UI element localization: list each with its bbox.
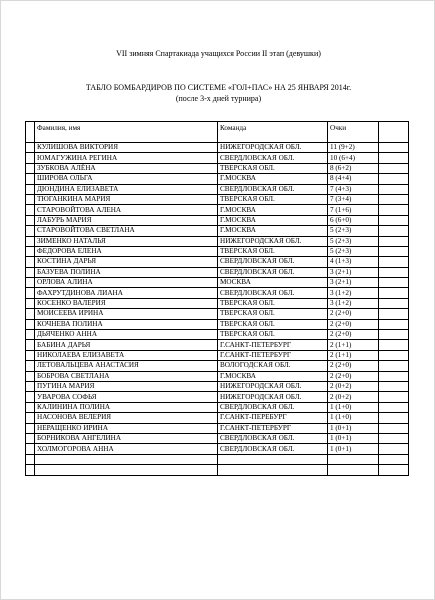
player-name: ЮМАГУЖИНА РЕГИНА — [35, 153, 218, 163]
row-blank-cell — [26, 402, 35, 412]
player-name: КОСЕНКО ВАЛЕРИЯ — [35, 298, 218, 308]
player-points: 7 (1+6) — [328, 205, 379, 215]
player-points: 3 (1+2) — [328, 288, 379, 298]
row-extra-cell — [379, 194, 409, 204]
player-team: НИЖЕГОРОДСКАЯ ОБЛ. — [218, 381, 328, 391]
player-name: ХОЛМОГОРОВА АННА — [35, 444, 218, 454]
row-extra-cell — [379, 423, 409, 433]
player-team: Г.САНКТ-ПЕРЕБУРГ — [218, 413, 328, 423]
row-extra-cell — [379, 205, 409, 215]
row-blank-cell — [26, 153, 35, 163]
player-name: ПУГИНА МАРИЯ — [35, 381, 218, 391]
table-row — [26, 319, 409, 329]
player-team: СВЕРДЛОВСКАЯ ОБЛ. — [218, 288, 328, 298]
table-row — [26, 278, 409, 288]
player-team: НИЖЕГОРОДСКАЯ ОБЛ. — [218, 236, 328, 246]
player-points: 5 (2+3) — [328, 226, 379, 236]
row-blank-cell — [26, 174, 35, 184]
row-blank-cell — [26, 298, 35, 308]
player-name: БОРНИКОВА АНГЕЛИНА — [35, 433, 218, 443]
table-title-main: ТАБЛО БОМБАРДИРОВ ПО СИСТЕМЕ «ГОЛ+ПАС» НА 25 ЯНВАРЯ 2014г. — [85, 83, 352, 92]
table-row — [26, 153, 409, 163]
player-points: 2 (2+0) — [328, 330, 379, 340]
player-name: ДЮНДИНА ЕЛИЗАВЕТА — [35, 184, 218, 194]
table-row — [26, 163, 409, 173]
row-extra-cell — [379, 246, 409, 256]
header-team: Команда — [218, 122, 328, 143]
player-name: ТЮГАНКИНА МАРИЯ — [35, 194, 218, 204]
player-team: Г.САНКТ-ПЕТЕРБУРГ — [218, 423, 328, 433]
event-title: VII зимняя Спартакиада учащихся России II этап (девушки) — [116, 49, 321, 58]
player-name: МОИСЕЕВА ИРИНА — [35, 309, 218, 319]
player-team: Г.МОСКВА — [218, 226, 328, 236]
table-row — [26, 205, 409, 215]
table-row — [26, 226, 409, 236]
row-blank-cell — [26, 381, 35, 391]
player-name: НИКОЛАЕВА ЕЛИЗАВЕТА — [35, 350, 218, 360]
player-name: БОБРОВА СВЕТЛАНА — [35, 371, 218, 381]
row-extra-cell — [379, 215, 409, 225]
row-blank-cell — [26, 340, 35, 350]
player-points: 7 (3+4) — [328, 194, 379, 204]
player-name: ЛЕТОВАЛЬЦЕВА АНАСТАСИЯ — [35, 361, 218, 371]
row-extra-cell — [379, 257, 409, 267]
player-points: 2 (0+2) — [328, 392, 379, 402]
player-points: 8 (6+2) — [328, 163, 379, 173]
player-points: 2 (2+0) — [328, 371, 379, 381]
row-extra-cell — [379, 433, 409, 443]
table-row — [26, 330, 409, 340]
player-team: ТВЕРСКАЯ ОБЛ. — [218, 298, 328, 308]
row-extra-cell — [379, 153, 409, 163]
player-points: 2 (1+1) — [328, 340, 379, 350]
empty-cell — [218, 465, 328, 475]
header-points: Очки — [328, 122, 379, 143]
player-team: ТВЕРСКАЯ ОБЛ. — [218, 246, 328, 256]
table-row — [26, 309, 409, 319]
table-row — [26, 392, 409, 402]
scorers-table — [25, 121, 409, 476]
player-name: НАСОНОВА ВЕЛЕРИЯ — [35, 413, 218, 423]
row-extra-cell — [379, 288, 409, 298]
row-blank-cell — [26, 350, 35, 360]
table-title-sub: (после 3-х дней турнира) — [175, 94, 262, 103]
row-extra-cell — [379, 143, 409, 153]
player-name: ОРЛОВА АЛИНА — [35, 278, 218, 288]
empty-cell — [379, 454, 409, 464]
row-extra-cell — [379, 381, 409, 391]
player-team: ВОЛОГОДСКАЯ ОБЛ. — [218, 361, 328, 371]
row-extra-cell — [379, 226, 409, 236]
row-blank-cell — [26, 236, 35, 246]
table-row — [26, 143, 409, 153]
row-extra-cell — [379, 174, 409, 184]
table-row — [26, 236, 409, 246]
table-row — [26, 215, 409, 225]
row-blank-cell — [26, 433, 35, 443]
table-row — [26, 413, 409, 423]
player-team: Г.САНКТ-ПЕТЕРБУРГ — [218, 350, 328, 360]
player-name: УВАРОВА СОФЬЯ — [35, 392, 218, 402]
table-row — [26, 381, 409, 391]
table-row — [26, 288, 409, 298]
player-team: СВЕРДЛОВСКАЯ ОБЛ. — [218, 257, 328, 267]
player-team: МОСКВА — [218, 278, 328, 288]
player-points: 10 (6+4) — [328, 153, 379, 163]
empty-cell — [26, 465, 35, 475]
header-blank-cell — [26, 122, 35, 143]
row-extra-cell — [379, 350, 409, 360]
empty-table-row — [26, 465, 409, 475]
player-team: СВЕРДЛОВСКАЯ ОБЛ. — [218, 444, 328, 454]
player-name: КОЧНЕВА ПОЛИНА — [35, 319, 218, 329]
player-team: Г.МОСКВА — [218, 205, 328, 215]
row-extra-cell — [379, 371, 409, 381]
player-points: 2 (2+0) — [328, 319, 379, 329]
empty-cell — [218, 454, 328, 464]
row-blank-cell — [26, 288, 35, 298]
player-points: 3 (2+1) — [328, 267, 379, 277]
player-team: СВЕРДЛОВСКАЯ ОБЛ. — [218, 402, 328, 412]
row-blank-cell — [26, 163, 35, 173]
row-extra-cell — [379, 184, 409, 194]
table-row — [26, 402, 409, 412]
row-extra-cell — [379, 413, 409, 423]
player-name: ЗУБКОВА АЛЁНА — [35, 163, 218, 173]
player-points: 1 (0+1) — [328, 423, 379, 433]
row-blank-cell — [26, 143, 35, 153]
player-team: СВЕРДЛОВСКАЯ ОБЛ. — [218, 267, 328, 277]
player-team: ТВЕРСКАЯ ОБЛ. — [218, 330, 328, 340]
row-extra-cell — [379, 392, 409, 402]
player-points: 4 (1+3) — [328, 257, 379, 267]
player-points: 2 (0+2) — [328, 381, 379, 391]
row-blank-cell — [26, 361, 35, 371]
player-team: СВЕРДЛОВСКАЯ ОБЛ. — [218, 433, 328, 443]
empty-cell — [35, 454, 218, 464]
player-points: 3 (1+2) — [328, 298, 379, 308]
row-blank-cell — [26, 371, 35, 381]
player-name: ШИРОВА ОЛЬГА — [35, 174, 218, 184]
player-points: 2 (1+1) — [328, 350, 379, 360]
player-points: 8 (4+4) — [328, 174, 379, 184]
table-row — [26, 257, 409, 267]
player-name: СТАРОВОЙТОВА АЛЕНА — [35, 205, 218, 215]
table-row — [26, 194, 409, 204]
player-team: ТВЕРСКАЯ ОБЛ. — [218, 163, 328, 173]
row-extra-cell — [379, 319, 409, 329]
row-blank-cell — [26, 413, 35, 423]
player-team: ТВЕРСКАЯ ОБЛ. — [218, 194, 328, 204]
player-points: 5 (2+3) — [328, 246, 379, 256]
player-name: КУЛИШОВА ВИКТОРИЯ — [35, 143, 218, 153]
row-blank-cell — [26, 226, 35, 236]
table-title — [1, 82, 435, 104]
table-header-row — [26, 122, 409, 143]
player-name: ФАХРУТДИНОВА ЛИАНА — [35, 288, 218, 298]
table-row — [26, 267, 409, 277]
table-row — [26, 361, 409, 371]
player-points: 1 (1+0) — [328, 413, 379, 423]
table-row — [26, 444, 409, 454]
player-points: 1 (1+0) — [328, 402, 379, 412]
player-team: НИЖЕГОРОДСКАЯ ОБЛ. — [218, 143, 328, 153]
row-blank-cell — [26, 257, 35, 267]
table-row — [26, 174, 409, 184]
row-blank-cell — [26, 309, 35, 319]
player-points: 3 (2+1) — [328, 278, 379, 288]
row-blank-cell — [26, 278, 35, 288]
player-points: 11 (9+2) — [328, 143, 379, 153]
row-extra-cell — [379, 340, 409, 350]
player-points: 5 (2+3) — [328, 236, 379, 246]
row-blank-cell — [26, 444, 35, 454]
row-blank-cell — [26, 267, 35, 277]
player-team: СВЕРДЛОВСКАЯ ОБЛ. — [218, 184, 328, 194]
row-extra-cell — [379, 444, 409, 454]
row-blank-cell — [26, 205, 35, 215]
row-blank-cell — [26, 184, 35, 194]
row-extra-cell — [379, 402, 409, 412]
table-row — [26, 298, 409, 308]
row-extra-cell — [379, 163, 409, 173]
player-team: Г.МОСКВА — [218, 371, 328, 381]
row-blank-cell — [26, 392, 35, 402]
player-points: 2 (2+0) — [328, 309, 379, 319]
empty-cell — [328, 454, 379, 464]
row-blank-cell — [26, 246, 35, 256]
empty-table-row — [26, 454, 409, 464]
player-points: 1 (0+1) — [328, 433, 379, 443]
table-row — [26, 184, 409, 194]
empty-cell — [26, 454, 35, 464]
row-extra-cell — [379, 278, 409, 288]
table-row — [26, 423, 409, 433]
player-points: 2 (2+0) — [328, 361, 379, 371]
player-team: Г.САНКТ-ПЕТЕРБУРГ — [218, 340, 328, 350]
row-blank-cell — [26, 330, 35, 340]
player-team: ТВЕРСКАЯ ОБЛ. — [218, 319, 328, 329]
empty-cell — [35, 465, 218, 475]
row-extra-cell — [379, 309, 409, 319]
row-blank-cell — [26, 423, 35, 433]
player-team: СВЕРДЛОВСКАЯ ОБЛ. — [218, 153, 328, 163]
player-name: БАБИНА ДАРЬЯ — [35, 340, 218, 350]
header-extra-cell — [379, 122, 409, 143]
player-team: ТВЕРСКАЯ ОБЛ. — [218, 309, 328, 319]
empty-cell — [379, 465, 409, 475]
player-name: НЕРАЩЕНКО ИРИНА — [35, 423, 218, 433]
player-name: ФЕДОРОВА ЕЛЕНА — [35, 246, 218, 256]
player-team: Г.МОСКВА — [218, 215, 328, 225]
row-blank-cell — [26, 215, 35, 225]
player-team: Г.МОСКВА — [218, 174, 328, 184]
player-points: 1 (0+1) — [328, 444, 379, 454]
player-points: 6 (6+0) — [328, 215, 379, 225]
player-team: НИЖЕГОРОДСКАЯ ОБЛ. — [218, 392, 328, 402]
player-name: ЛАБУРЬ МАРИЯ — [35, 215, 218, 225]
player-name: КАЛИНИНА ПОЛИНА — [35, 402, 218, 412]
row-extra-cell — [379, 267, 409, 277]
player-name: БАЗУЕВА ПОЛИНА — [35, 267, 218, 277]
table-row — [26, 246, 409, 256]
row-extra-cell — [379, 236, 409, 246]
row-blank-cell — [26, 194, 35, 204]
table-row — [26, 340, 409, 350]
header-name: Фамилия, имя — [35, 122, 218, 143]
row-extra-cell — [379, 298, 409, 308]
player-name: СТАРОВОЙТОВА СВЕТЛАНА — [35, 226, 218, 236]
player-name: КОСТИНА ДАРЬЯ — [35, 257, 218, 267]
player-points: 7 (4+3) — [328, 184, 379, 194]
empty-cell — [328, 465, 379, 475]
table-row — [26, 371, 409, 381]
row-extra-cell — [379, 330, 409, 340]
row-blank-cell — [26, 319, 35, 329]
player-name: ЗИМЕНКО НАТАЛЬЯ — [35, 236, 218, 246]
table-row — [26, 350, 409, 360]
table-row — [26, 433, 409, 443]
row-extra-cell — [379, 361, 409, 371]
player-name: ДЬЯЧЕНКО АННА — [35, 330, 218, 340]
